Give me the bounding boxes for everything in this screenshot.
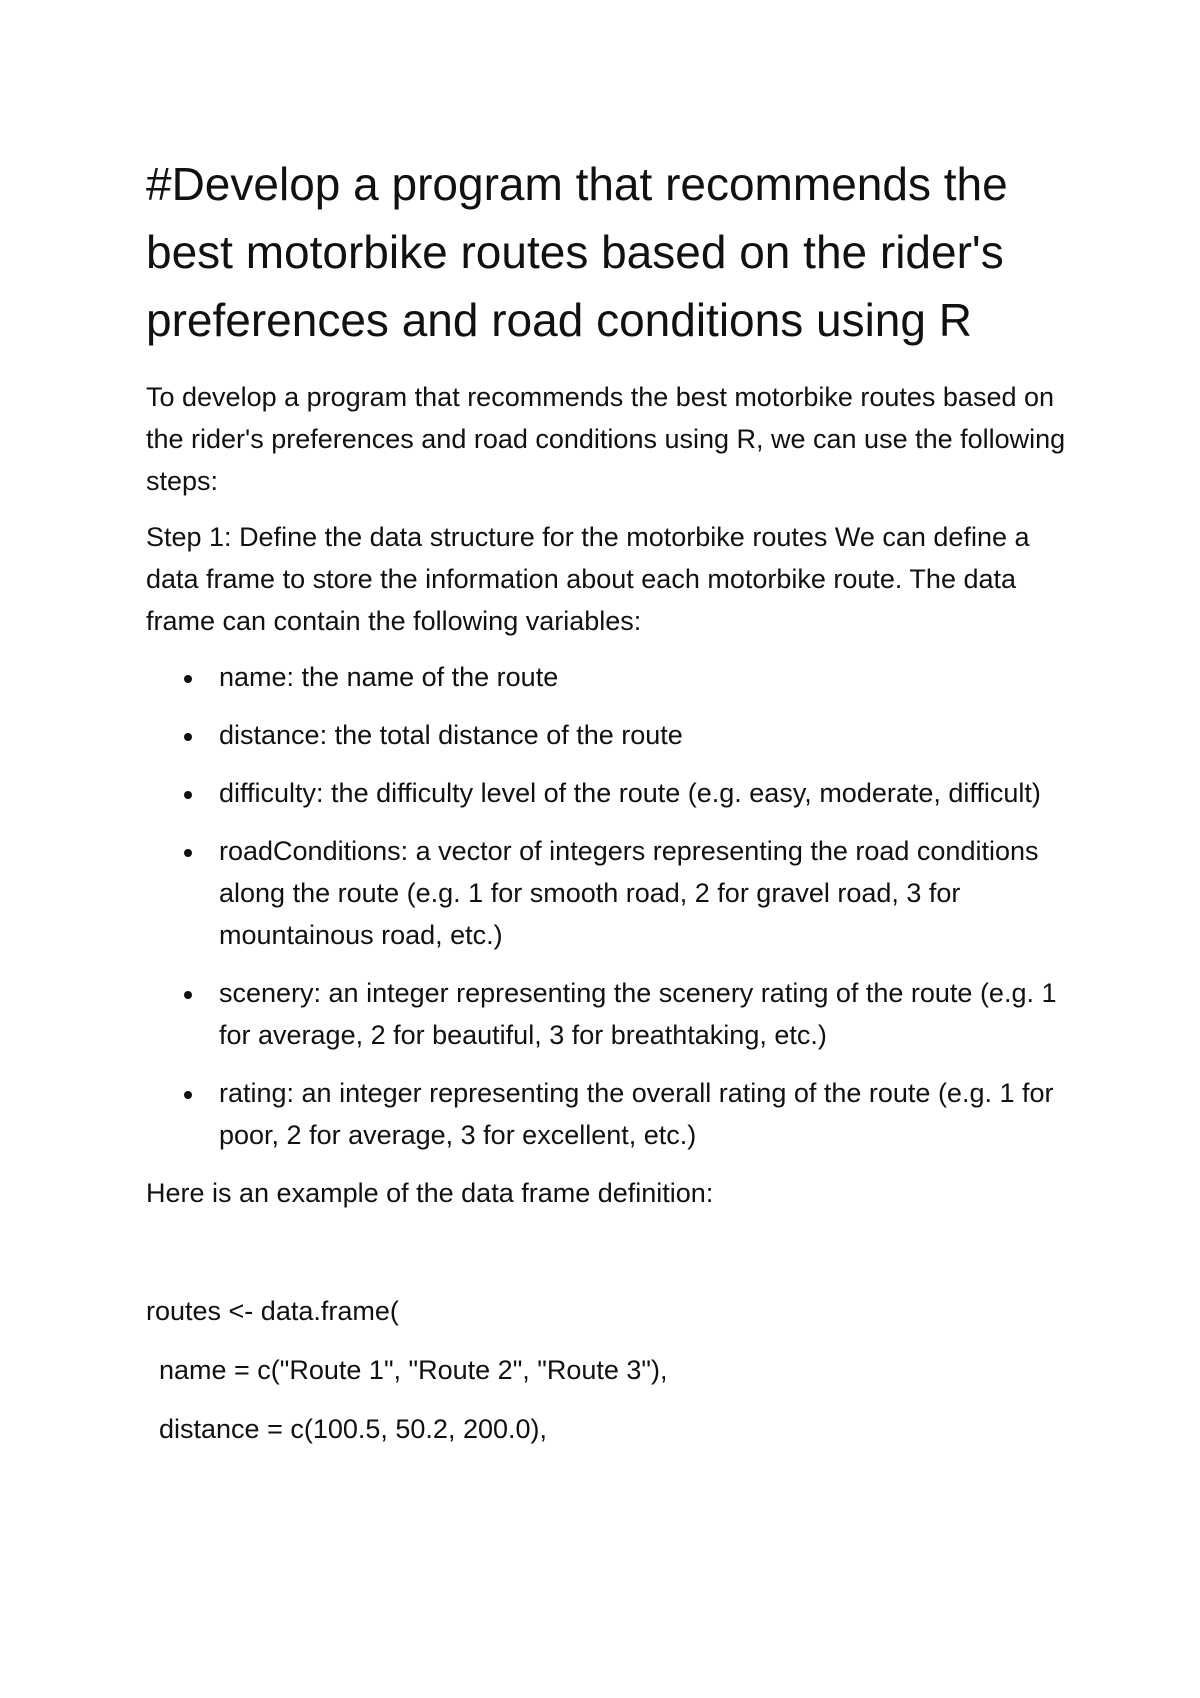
bullet-icon bbox=[184, 733, 192, 741]
step-1-paragraph: Step 1: Define the data structure for the motorbike routes We can define a data frame to store the information about each motorbike route. The data frame can contain the following variables: bbox=[146, 522, 1030, 636]
variable-list bbox=[146, 656, 1076, 1156]
example-intro-paragraph: Here is an example of the data frame definition: bbox=[146, 1178, 714, 1208]
list-item-text: rating: an integer representing the overall rating of the route (e.g. 1 for poor, 2 for average, 3 for excellent, etc.) bbox=[219, 1078, 1054, 1150]
list-item bbox=[146, 714, 1076, 756]
bullet-icon bbox=[184, 791, 192, 799]
code-line: name = c("Route 1", "Route 2", "Route 3"), bbox=[159, 1355, 668, 1385]
list-item-text: roadConditions: a vector of integers representing the road conditions along the route (e.g. 1 for smooth road, 2 for gravel road, 3 for mountainous road, etc.) bbox=[219, 836, 1039, 950]
list-item bbox=[146, 972, 1076, 1056]
document-body bbox=[146, 150, 1076, 1467]
list-item-text: difficulty: the difficulty level of the route (e.g. easy, moderate, difficult) bbox=[219, 778, 1041, 808]
list-item-text: scenery: an integer representing the scenery rating of the route (e.g. 1 for average, 2 for beautiful, 3 for breathtaking, etc.) bbox=[219, 978, 1057, 1050]
bullet-icon bbox=[184, 675, 192, 683]
bullet-icon bbox=[184, 1091, 192, 1099]
intro-paragraph: To develop a program that recommends the best motorbike routes based on the rider's preferences and road conditions using R, we can use the following steps: bbox=[146, 382, 1066, 496]
list-item bbox=[146, 656, 1076, 698]
list-item-text: distance: the total distance of the route bbox=[219, 720, 683, 750]
blank-line bbox=[146, 1228, 1076, 1290]
bullet-icon bbox=[184, 849, 192, 857]
list-item bbox=[146, 772, 1076, 814]
code-line: routes <- data.frame( bbox=[146, 1296, 399, 1326]
code-block bbox=[146, 1290, 1076, 1450]
bullet-icon bbox=[184, 991, 192, 999]
list-item bbox=[146, 830, 1076, 956]
list-item bbox=[146, 1072, 1076, 1156]
list-item-text: name: the name of the route bbox=[219, 662, 559, 692]
page-title: #Develop a program that recommends the best motorbike routes based on the rider's preferences and road conditions using R bbox=[146, 158, 1008, 346]
code-line: distance = c(100.5, 50.2, 200.0), bbox=[159, 1414, 548, 1444]
